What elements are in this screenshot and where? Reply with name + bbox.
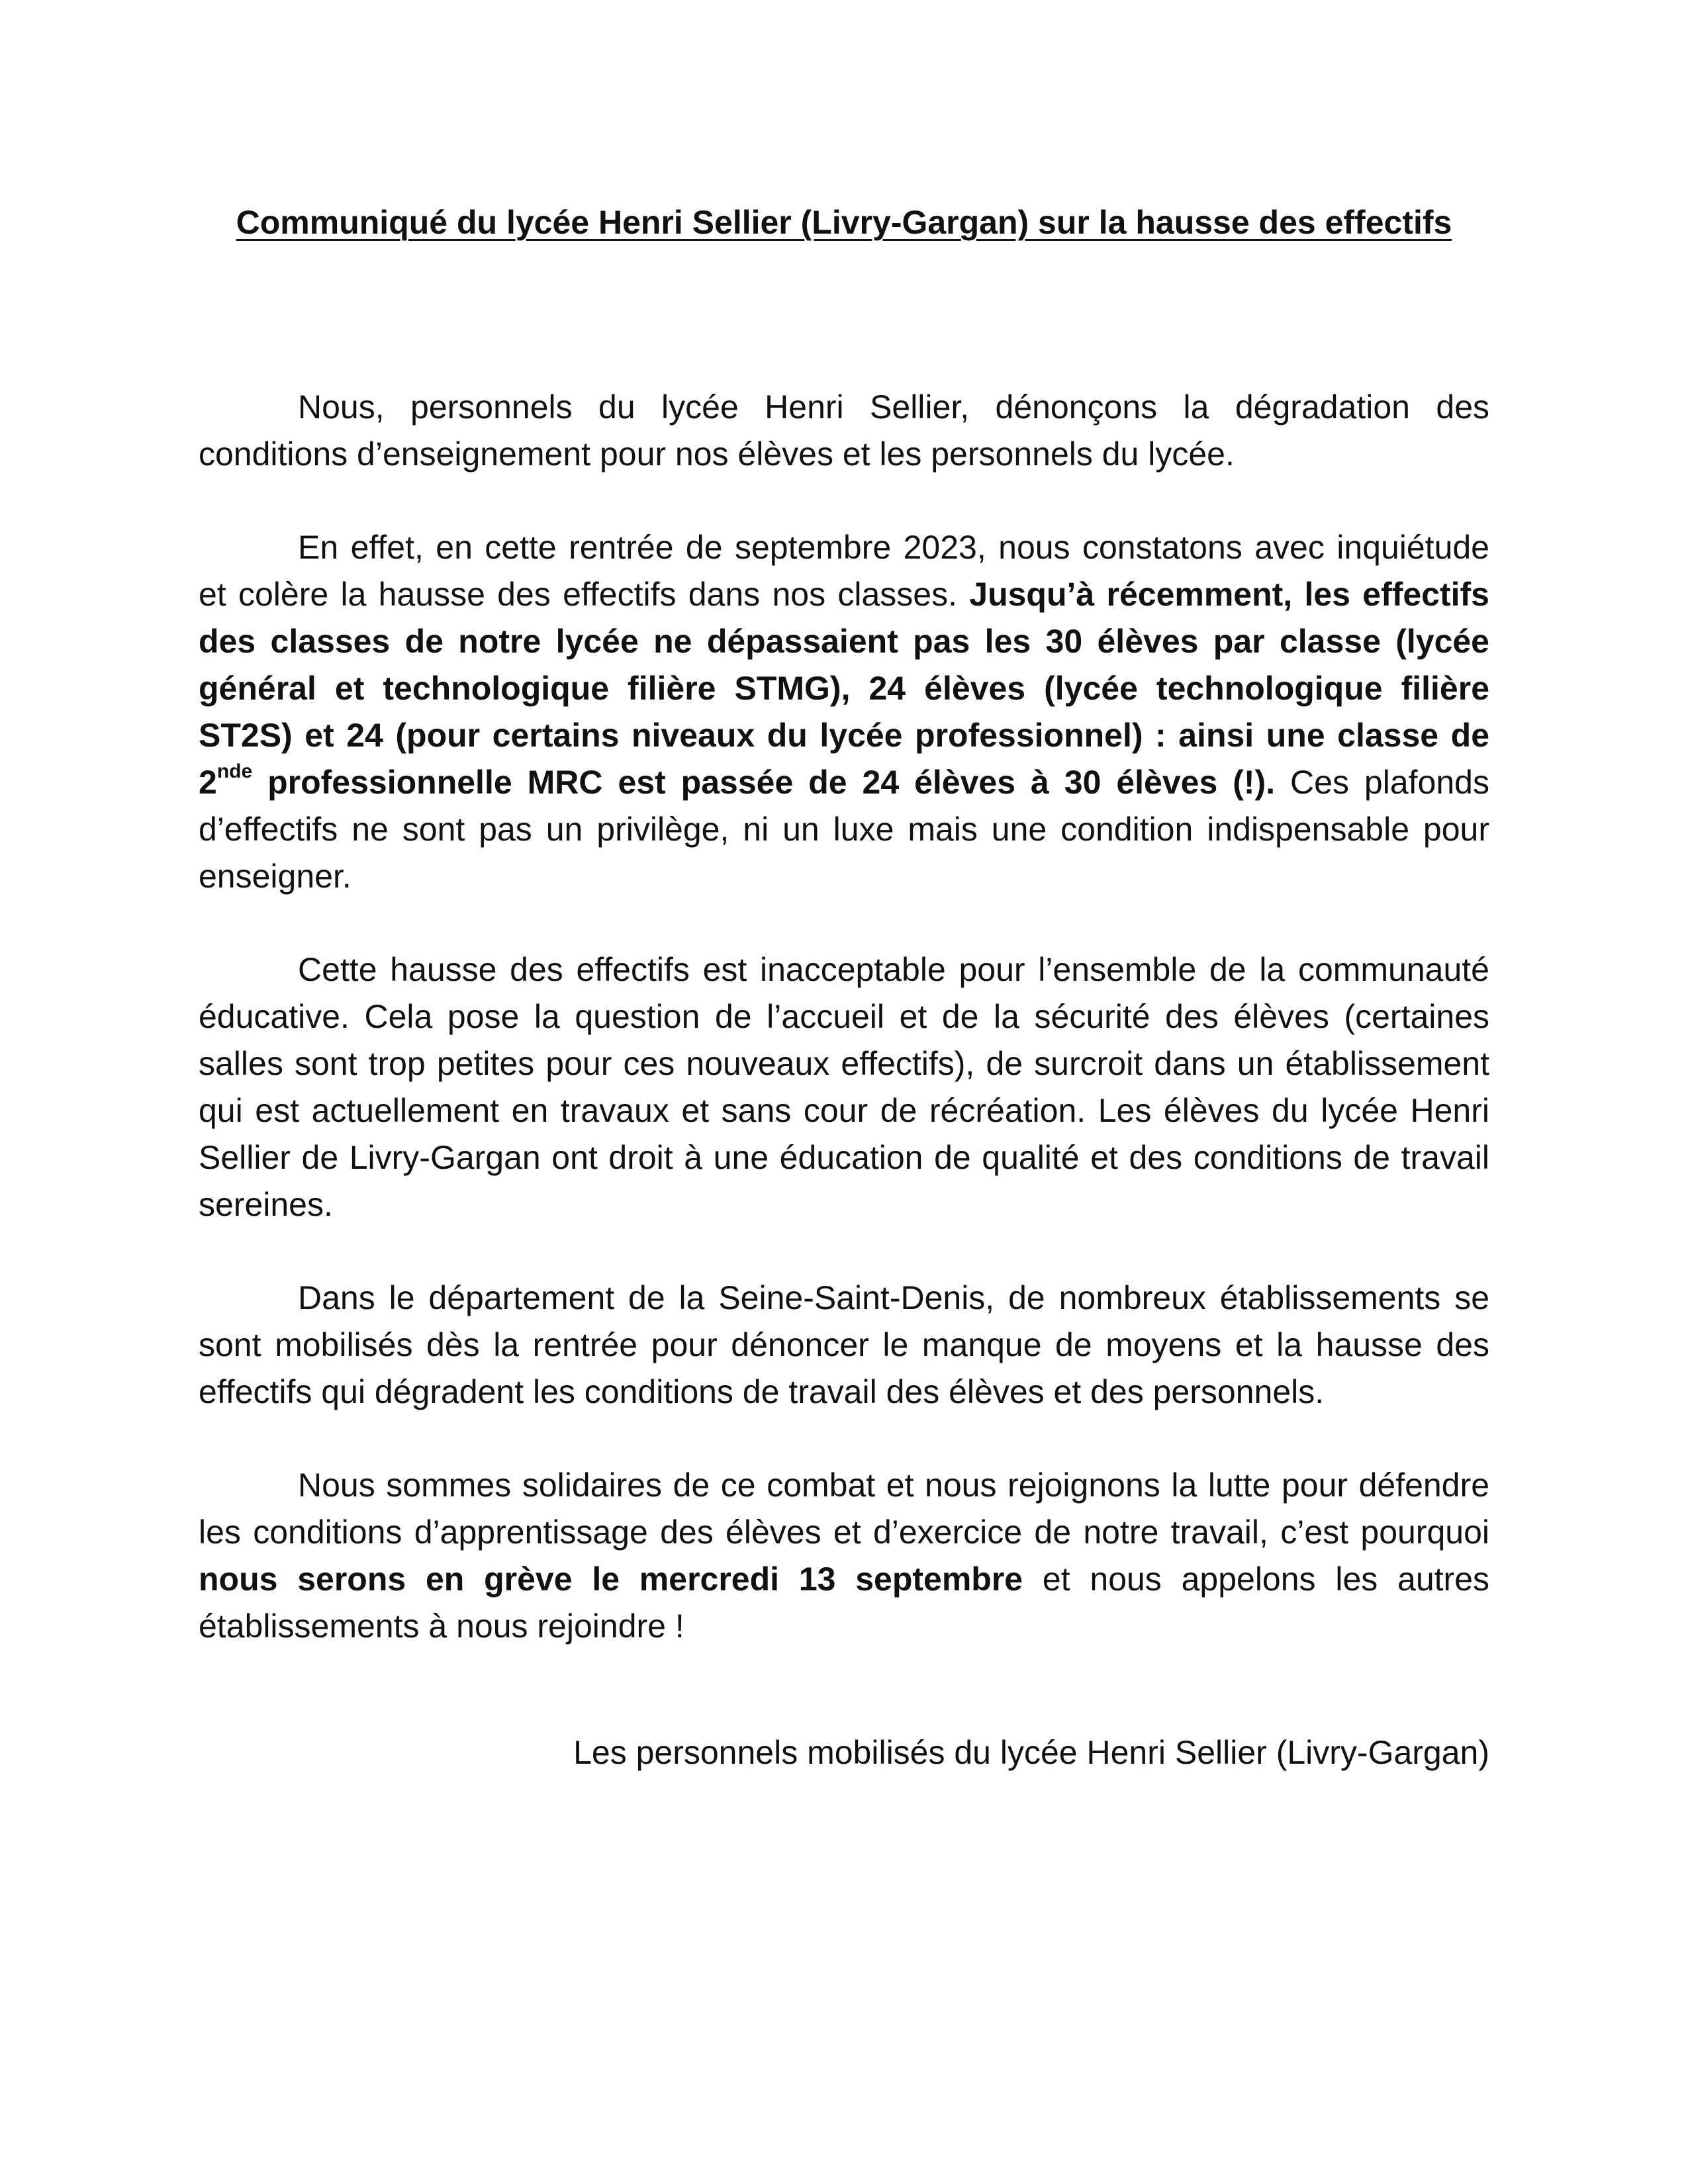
paragraph-5 xyxy=(199,1462,1489,1650)
paragraph-2-outro: Ces plafonds d’effectifs ne sont pas un privilège, ni un luxe mais une condition indispensable pour enseigner. xyxy=(199,764,1489,895)
paragraph-2 xyxy=(199,524,1489,900)
signature-spacer xyxy=(199,1650,1489,1729)
signature: Les personnels mobilisés du lycée Henri Sellier (Livry-Gargan) xyxy=(573,1734,1489,1771)
paragraph-spacer xyxy=(199,900,1489,946)
paragraph-spacer xyxy=(199,478,1489,524)
document-body xyxy=(199,384,1489,1776)
paragraph-2-bold-b: professionnelle MRC est passée de 24 élèves à 30 élèves (!). xyxy=(252,764,1276,801)
paragraph-2-intro: En effet, en cette rentrée de septembre 2023, nous constatons avec inquiétude et colère la hausse des effectifs dans nos classes. xyxy=(199,529,1489,613)
paragraph-3: Cette hausse des effectifs est inacceptable pour l’ensemble de la communauté éducative. Cela pose la question de l’accueil et de la sécurité des élèves (certaines salles sont trop petites pour ces nouveaux effectifs), de surcroit dans un établissement qui est actuellement en travaux et sans cour de récréation. Les élèves du lycée Henri Sellier de Livry-Gargan ont droit à une éducation de qualité et des conditions de travail sereines. xyxy=(199,951,1489,1223)
document-title: Communiqué du lycée Henri Sellier (Livry-Gargan) sur la hausse des effectifs xyxy=(236,204,1452,241)
paragraph-2-superscript: nde xyxy=(216,760,253,783)
paragraph-spacer xyxy=(199,1228,1489,1275)
paragraph-5-outro: et nous appelons les autres établissements à nous rejoindre ! xyxy=(199,1561,1489,1645)
paragraph-1: Nous, personnels du lycée Henri Sellier, dénonçons la dégradation des conditions d’enseignement pour nos élèves et les personnels du lycée. xyxy=(199,388,1489,473)
paragraph-spacer xyxy=(199,1416,1489,1462)
paragraph-2-bold-a: Jusqu’à récemment, les effectifs des classes de notre lycée ne dépassaient pas les 30 élèves par classe (lycée général et technologique filière STMG), 24 élèves (lycée technologique filière ST2S) et 24 (pour certains niveaux du lycée professionnel) : ainsi une classe de 2 xyxy=(199,576,1489,801)
paragraph-5-intro: Nous sommes solidaires de ce combat et nous rejoignons la lutte pour défendre les conditions d’apprentissage des élèves et d’exercice de notre travail, c’est pourquoi xyxy=(199,1467,1489,1551)
paragraph-4: Dans le département de la Seine-Saint-Denis, de nombreux établissements se sont mobilisés dès la rentrée pour dénoncer le manque de moyens et la hausse des effectifs qui dégradent les conditions de travail des élèves et des personnels. xyxy=(199,1279,1489,1410)
paragraph-5-bold: nous serons en grève le mercredi 13 septembre xyxy=(199,1561,1023,1598)
